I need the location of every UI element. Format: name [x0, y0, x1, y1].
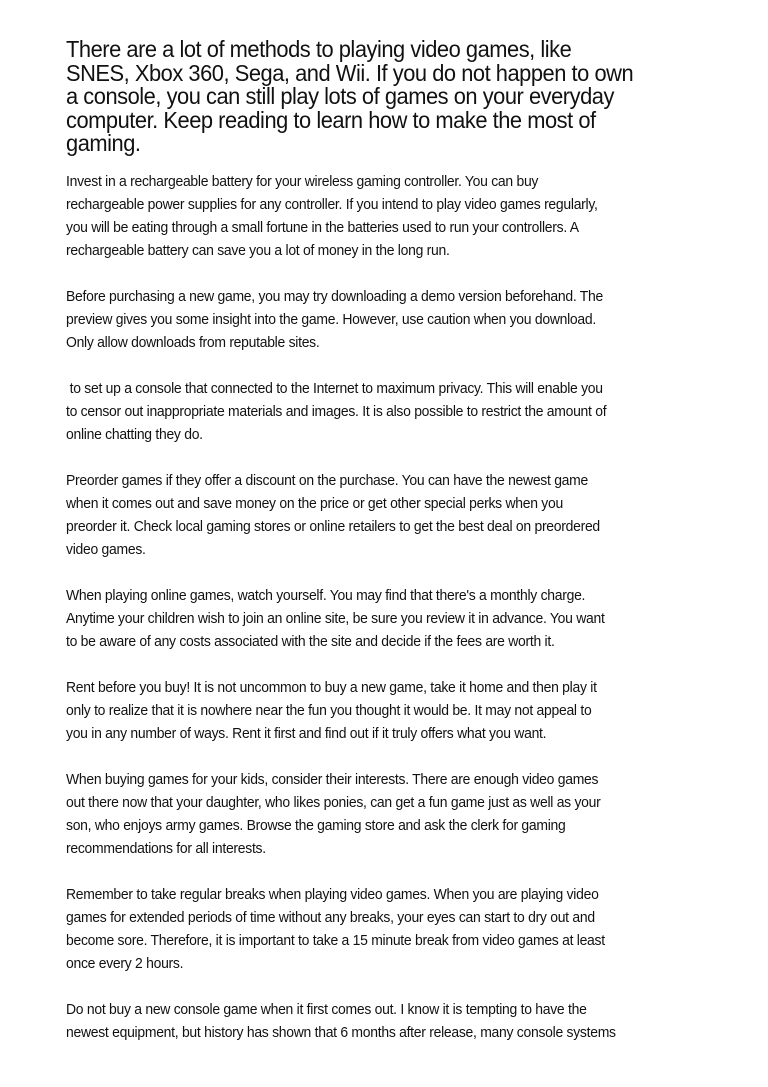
paragraph-preorder [66, 469, 754, 561]
paragraph-line: when it comes out and save money on the price or get other special perks when you [66, 494, 563, 512]
paragraph-line: When buying games for your kids, consider their interests. There are enough video games [66, 770, 599, 788]
paragraph-rent-before-buy [66, 676, 754, 745]
paragraph-line: Anytime your children wish to join an online site, be sure you review it in advance. You want [66, 609, 605, 627]
paragraph-regular-breaks [66, 883, 754, 975]
paragraph-line: preview gives you some insight into the game. However, use caution when you download. [66, 310, 596, 328]
paragraph-line: son, who enjoys army games. Browse the gaming store and ask the clerk for gaming [66, 816, 566, 834]
paragraph-online-games [66, 584, 754, 653]
paragraph-line: preorder it. Check local gaming stores or online retailers to get the best deal on preordered [66, 517, 600, 535]
paragraph-new-console [66, 998, 754, 1044]
paragraph-line: games for extended periods of time without any breaks, your eyes can start to dry out and [66, 908, 595, 926]
paragraph-privacy [66, 377, 754, 446]
paragraph-line: video games. [66, 540, 146, 558]
paragraph-line: to be aware of any costs associated with the site and decide if the fees are worth it. [66, 632, 555, 650]
paragraph-line: you will be eating through a small fortune in the batteries used to run your controllers. A [66, 218, 579, 236]
heading-line: SNES, Xbox 360, Sega, and Wii. If you do not happen to own [66, 59, 634, 86]
paragraph-line: rechargeable power supplies for any controller. If you intend to play video games regularly, [66, 195, 598, 213]
paragraph-line: Before purchasing a new game, you may try downloading a demo version beforehand. The [66, 287, 603, 305]
paragraph-line: become sore. Therefore, it is important to take a 15 minute break from video games at least [66, 931, 605, 949]
paragraph-line: Preorder games if they offer a discount on the purchase. You can have the newest game [66, 471, 588, 489]
paragraph-line: once every 2 hours. [66, 954, 184, 972]
paragraph-line: rechargeable battery can save you a lot of money in the long run. [66, 241, 450, 259]
paragraph-line: newest equipment, but history has shown that 6 months after release, many console systems [66, 1023, 616, 1041]
paragraph-line: recommendations for all interests. [66, 839, 266, 857]
heading-line: gaming. [66, 130, 141, 156]
paragraph-rechargeable-battery [66, 170, 754, 262]
paragraph-line: When playing online games, watch yourself. You may find that there's a monthly charge. [66, 586, 586, 604]
paragraph-line: to set up a console that connected to the Internet to maximum privacy. This will enable you [66, 379, 603, 397]
paragraph-line: only to realize that it is nowhere near the fun you thought it would be. It may not appeal to [66, 701, 592, 719]
paragraph-kids-interests [66, 768, 754, 860]
paragraph-line: out there now that your daughter, who likes ponies, can get a fun game just as well as your [66, 793, 601, 811]
paragraph-line: Remember to take regular breaks when playing video games. When you are playing video [66, 885, 599, 903]
document-heading [66, 38, 754, 156]
paragraph-line: to censor out inappropriate materials and images. It is also possible to restrict the amount of [66, 402, 607, 420]
paragraph-line: online chatting they do. [66, 425, 203, 443]
heading-line: There are a lot of methods to playing video games, like [66, 36, 572, 62]
paragraph-demo-version [66, 285, 754, 354]
heading-line: computer. Keep reading to learn how to make the most of [66, 106, 596, 133]
heading-line: a console, you can still play lots of games on your everyday [66, 83, 614, 109]
paragraph-line: Rent before you buy! It is not uncommon to buy a new game, take it home and then play it [66, 678, 597, 696]
paragraph-line: Do not buy a new console game when it first comes out. I know it is tempting to have the [66, 1000, 587, 1018]
paragraph-line: you in any number of ways. Rent it first and find out if it truly offers what you want. [66, 724, 547, 742]
paragraph-line: Invest in a rechargeable battery for your wireless gaming controller. You can buy [66, 172, 539, 190]
document-page [66, 38, 746, 1067]
paragraph-line: Only allow downloads from reputable sites. [66, 333, 320, 351]
